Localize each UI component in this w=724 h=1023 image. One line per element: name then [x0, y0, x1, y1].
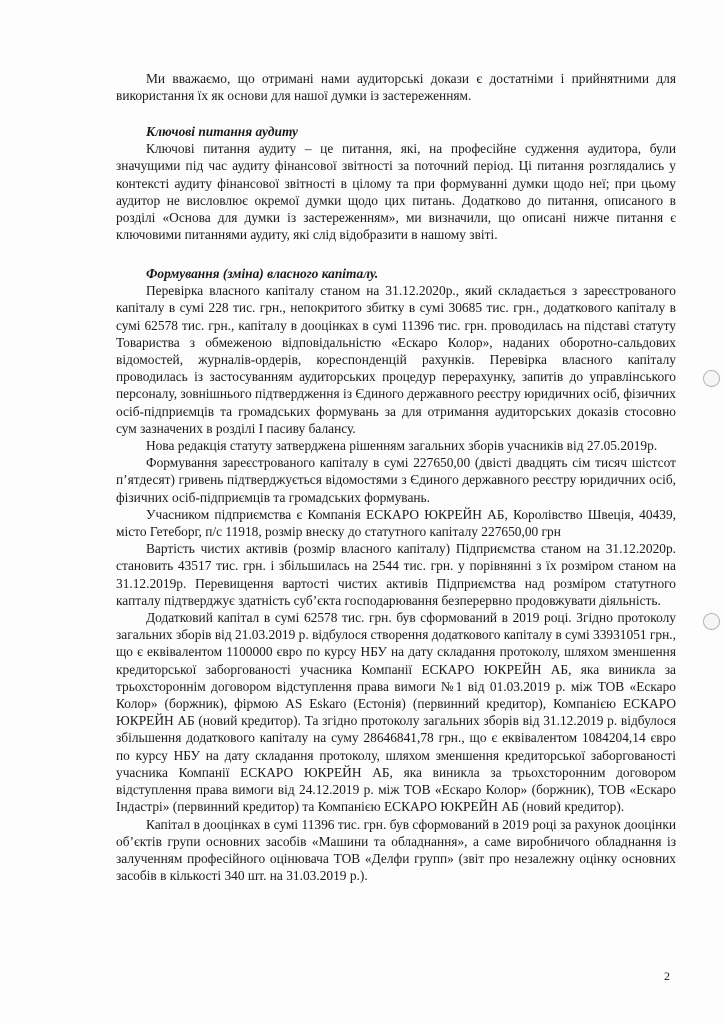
revaluation-capital-paragraph: Капітал в дооцінках в сумі 11396 тис. грн. був сформований в 2019 році за рахунок дооцінки об’єктів групи основних засобів «Машини та обладнання», а саме виробничого обладнання із залученням професійного оцінювача ТОВ «Делфи групп» (звіт про незалежну оцінку основних засобів в кількості 340 шт. на 31.03.2019 р.).	[116, 816, 676, 884]
participant-paragraph: Учасником підприємства є Компанія ЕСКАРО ЮКРЕЙН АБ, Королівство Швеція, 40439, місто Гетеборг, п/с 11918, розмір внеску до статутного капіталу 227650,00 грн	[116, 506, 676, 540]
additional-capital-paragraph: Додатковий капітал в сумі 62578 тис. грн. був сформований в 2019 році. Згідно протоколу загальних зборів від 21.03.2019 р. відбулося створення додаткового капіталу в сумі 33931051 грн., що є еквівалентом 1100000 євро по курсу НБУ на дату складання протоколу, шляхом зменшення кредиторської заборгованості учасника Компанії ЕСКАРО ЮКРЕЙН АБ, яка виникла за трьохстороннім договором відступлення права вимоги №1 від 01.03.2019 р. між ТОВ «Ескаро Колор» (боржник), фірмою AS Eskaro (Естонія) (первинний кредитор), Компанією ЕСКАРО ЮКРЕЙН АБ (новий кредитор). Та згідно протоколу загальних зборів від 31.12.2019 р. відбулося збільшення додаткового капіталу на суму 28646841,78 грн., що є еквівалентом 1084204,14 євро по курсу НБУ на дату складання протоколу, шляхом зменшення кредиторської заборгованості учасника Компанії ЕСКАРО ЮКРЕЙН АБ, яка виникла за трьохсторонним договором відступлення права вимоги від 24.12.2019 р. між ТОВ «Ескаро Колор» (боржник), ТОВ «Ескаро Індастрі» (первинний кредитор) та Компанією ЕСКАРО ЮКРЕЙН АБ (новий кредитор).	[116, 610, 676, 815]
net-assets-paragraph: Вартість чистих активів (розмір власного капіталу) Підприємства станом на 31.12.2020р. становить 43517 тис. грн. і збільшилась на 2544 тис. грн. у порівнянні з їх розміром станом на 31.12.2019р. Перевищення вартості чистих активів Підприємства над розміром статутного капталу підтверджує здатність суб’єкта господарювання безперервно продовжувати діяльність.	[116, 541, 676, 608]
equity-section-heading: Формування (зміна) власного капіталу.	[146, 266, 379, 281]
punch-hole-mark	[703, 370, 720, 387]
equity-section-block	[116, 265, 676, 884]
sufficiency-paragraph: Ми вважаємо, що отримані нами аудиторські докази є достатніми і прийнятними для використання їх як основи для нашої думки із застереженням.	[116, 71, 676, 104]
key-audit-matters-heading: Ключові питання аудиту	[146, 124, 298, 139]
charter-paragraph: Нова редакція статуту затверджена рішенням загальних зборів учасників від 27.05.2019р.	[146, 438, 658, 454]
equity-check-paragraph: Перевірка власного капіталу станом на 31.12.2020р., який складається з зареєстрованого капіталу в сумі 228 тис. грн., непокритого збитку в сумі 30685 тис. грн., додаткового капіталу в сумі 62578 тис. грн., капіталу в дооцінках в сумі 11396 тис. грн. проводилась на підставі статуту Товариства з обмеженою відповідальністю «Ескаро Колор», наданих оборотно-сальдових відомостей, журналів-ордерів, кореспонденцій рахунків. Перевірка власного капіталу проводилась із застосуванням аудиторських процедур перерахунку, запитів до управлінського персоналу, зовнішнього підтвердження із Єдиного державного реєстру юридичних осіб, фізичних осіб-підприємців та громадських формувань за для отримання аудиторських доказів стосовно сум зазначених в розділі І пасиву балансу.	[116, 283, 676, 436]
opinion-basis-block	[116, 70, 676, 104]
punch-hole-mark	[703, 613, 720, 630]
key-audit-matters-text: Ключові питання аудиту – це питання, які, на професійне судження аудитора, були значущими під час аудиту фінансової звітності за поточний період. Ці питання розглядались у контексті аудиту фінансової звітності в цілому та при формуванні думки щодо неї; при цьому аудитор не висловлює окремої думки щодо цих питань. Додатково до питання, описаного в розділі «Основа для думки із застереженням», ми визначили, що описані нижче питання є ключовими питаннями аудиту, які слід відобразити в нашому звіті.	[116, 141, 676, 243]
registered-capital-paragraph: Формування зареєстрованого капіталу в сумі 227650,00 (двісті двадцять сім тисяч шістсот п’ятдесят) гривень підтверджується відомостями з Єдиного державного реєстру юридичних осіб, фізичних осіб-підприємців та громадських формувань.	[116, 455, 676, 505]
page-number: 2	[664, 969, 670, 983]
key-audit-matters-block	[116, 123, 676, 243]
